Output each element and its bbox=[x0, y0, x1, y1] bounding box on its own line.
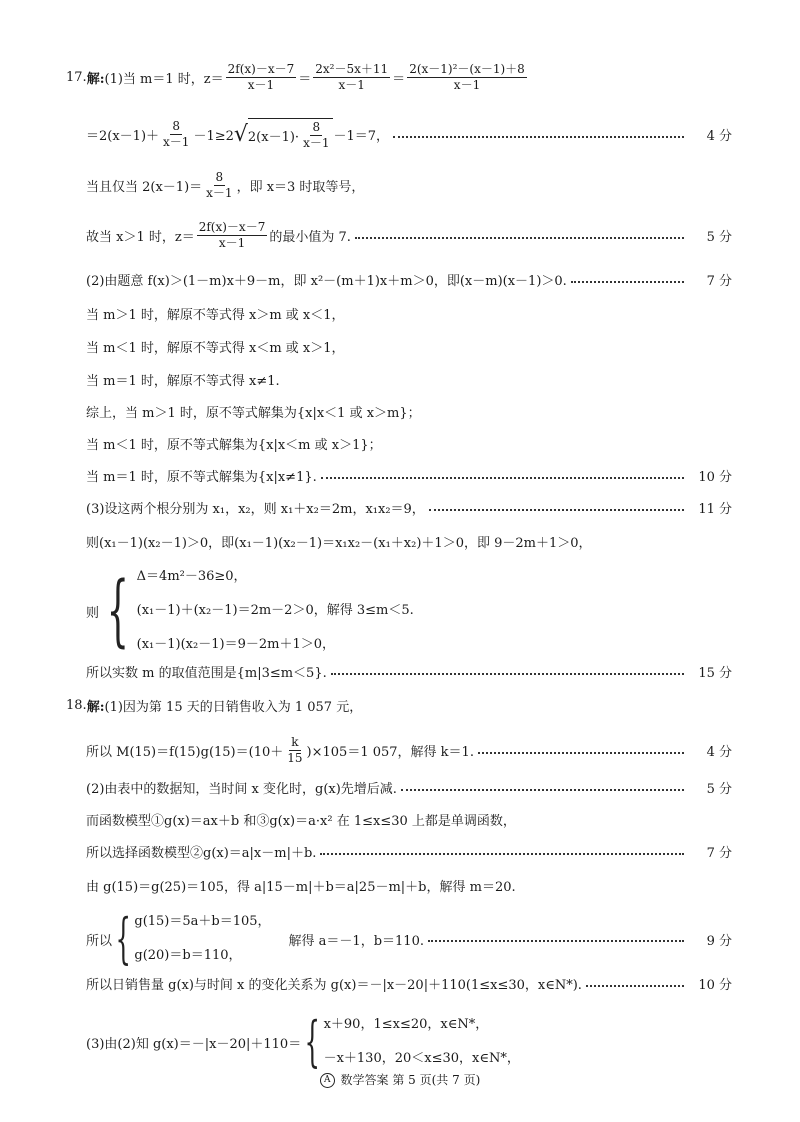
score: 9 分 bbox=[706, 933, 732, 949]
leader-dots bbox=[571, 281, 684, 283]
p17-line-8: 当 m＝1 时，解原不等式得 x≠1. bbox=[86, 374, 280, 389]
fraction: $\frac{k}{15}$ bbox=[287, 735, 303, 765]
score: 5 分 bbox=[706, 230, 732, 245]
text: (1)当 m＝1 时，z＝ bbox=[104, 72, 224, 87]
p18-line-6: 由 g(15)＝g(25)＝105，得 a|15－m|＋b＝a|25－m|＋b，解得 m＝20. bbox=[86, 880, 516, 895]
leader-dots bbox=[321, 477, 684, 479]
leader-dots bbox=[355, 237, 684, 239]
page-footer bbox=[0, 1071, 800, 1088]
p18-line-8: 所以日销售量 g(x)与时间 x 的变化关系为 g(x)＝－|x－20|＋110(1≤x≤30，x∈N*). 10 分 bbox=[86, 974, 732, 993]
leader-dots bbox=[586, 985, 684, 987]
p18-line-1: 18. 解: (1)因为第 15 天的日销售收入为 1 057 元， bbox=[66, 698, 363, 715]
p18-line-5: 所以选择函数模型②g(x)＝a|x－m|＋b. 7 分 bbox=[86, 842, 732, 861]
fraction: $\frac{8}{x-1}$ bbox=[206, 170, 233, 200]
footer-text: 数学答案 第 5 页(共 7 页) bbox=[340, 1073, 481, 1087]
left-brace: { bbox=[106, 566, 130, 656]
p17-line-12: (3)设这两个根分别为 x₁，x₂，则 x₁＋x₂＝2m，x₁x₂＝9， 11 分 bbox=[86, 498, 732, 517]
leader-dots bbox=[331, 673, 684, 675]
square-root: √ 2(x－1)· $\frac{8}{x-1}$ bbox=[234, 118, 334, 151]
score: 10 分 bbox=[698, 470, 732, 485]
problem-number: 18. bbox=[66, 698, 87, 713]
score: 11 分 bbox=[698, 502, 732, 517]
paper-version-mark: A bbox=[320, 1073, 335, 1088]
score: 4 分 bbox=[706, 745, 732, 760]
equation-system: { Δ＝4m²－36≥0， (x₁－1)＋(x₂－1)＝2m－2＞0，解得 3≤m＜5. (x₁－1)(x₂－1)＝9－2m＋1＞0， bbox=[106, 566, 414, 656]
p17-line-15: 所以实数 m 的取值范围是{m|3≤m＜5}. 15 分 bbox=[86, 662, 732, 681]
problem-number: 17. bbox=[66, 70, 87, 85]
fraction: $\frac{\text{2(x－1)²－(x－1)＋8}}{x-1}$ bbox=[409, 62, 525, 92]
p17-line-4: 故当 x＞1 时，z＝ $\frac{2f(x)-x-7}{x-1}$ 的最小值为 7. 5 分 bbox=[86, 220, 732, 250]
p18-line-3: (2)由表中的数据知，当时间 x 变化时，g(x)先增后减. 5 分 bbox=[86, 778, 732, 797]
leader-dots bbox=[401, 789, 684, 791]
solution-label: 解: bbox=[86, 72, 105, 87]
p18-line-4: 而函数模型①g(x)＝ax＋b 和③g(x)＝a·x² 在 1≤x≤30 上都是单调函数， bbox=[86, 814, 516, 829]
fraction: $\frac{8}{x-1}$ bbox=[163, 119, 190, 149]
fraction: $\frac{2f(x)-x-7}{x-1}$ bbox=[198, 220, 266, 250]
left-brace: { bbox=[115, 907, 131, 970]
p17-line-13: 则(x₁－1)(x₂－1)＞0，即(x₁－1)(x₂－1)＝x₁x₂－(x₁＋x₂)＋1＞0，即 9－2m＋1＞0， bbox=[86, 536, 592, 551]
p18-piecewise: (3)由(2)知 g(x)＝－|x－20|＋110＝ { x＋90，1≤x≤20，x∈N*， －x＋130，20＜x≤30，x∈N*， bbox=[86, 1008, 732, 1076]
p18-line-2: 所以 M(15)＝f(15)g(15)＝ (10＋ $\frac{k}{15}$ )×105＝1 057，解得 k＝1. 4 分 bbox=[86, 735, 732, 765]
p17-line-11: 当 m＝1 时，原不等式解集为{x|x≠1}. 10 分 bbox=[86, 466, 732, 485]
p17-line-5: (2)由题意 f(x)＞(1－m)x＋9－m，即 x²－(m＋1)x＋m＞0，即(x－m)(x－1)＞0. 7 分 bbox=[86, 270, 732, 289]
p17-line-2: ＝2(x－1)＋ $\frac{8}{x-1}$ －1≥2 √ 2(x－1)· $\frac{8}{x-1}$ －1＝7， 4 分 bbox=[86, 119, 732, 150]
score: 15 分 bbox=[698, 666, 732, 681]
solution-label: 解: bbox=[86, 700, 105, 715]
score: 10 分 bbox=[698, 978, 732, 993]
p17-line-6: 当 m＞1 时，解原不等式得 x＞m 或 x＜1， bbox=[86, 308, 345, 323]
leader-dots bbox=[320, 853, 684, 855]
fraction: $\frac{2f(x)-x-7}{x-1}$ bbox=[227, 62, 295, 92]
equation-system: { g(15)＝5a＋b＝105， g(20)＝b＝110， bbox=[115, 907, 271, 970]
fraction: $\frac{\text{2x²－5x＋11}}{x-1}$ bbox=[315, 62, 389, 92]
score: 7 分 bbox=[706, 274, 732, 289]
piecewise-function: { x＋90，1≤x≤20，x∈N*， －x＋130，20＜x≤30，x∈N*， bbox=[304, 1010, 520, 1073]
score: 7 分 bbox=[706, 846, 732, 861]
leader-dots bbox=[393, 136, 684, 138]
left-brace: { bbox=[304, 1010, 321, 1073]
score: 5 分 bbox=[706, 782, 732, 797]
p17-line-10: 当 m＜1 时，原不等式解集为{x|x＜m 或 x＞1}； bbox=[86, 438, 382, 453]
p17-line-7: 当 m＜1 时，解原不等式得 x＜m 或 x＞1， bbox=[86, 341, 345, 356]
p18-system: 所以 { g(15)＝5a＋b＝105， g(20)＝b＝110， 解得 a＝－1，b＝110. 9 分 bbox=[86, 905, 732, 973]
score: 4 分 bbox=[706, 129, 732, 144]
leader-dots bbox=[428, 940, 684, 942]
leader-dots bbox=[478, 752, 684, 754]
leader-dots bbox=[429, 509, 684, 511]
p17-line-9: 综上，当 m＞1 时，原不等式解集为{x|x＜1 或 x＞m}； bbox=[86, 406, 421, 421]
p17-line-3: 当且仅当 2(x－1)＝ $\frac{8}{x-1}$ ，即 x＝3 时取等号， bbox=[86, 170, 365, 200]
p17-line-1: 17. 解: (1)当 m＝1 时，z＝ $\frac{2f(x)-x-7}{x-1}$ ＝ $\frac{\text{2x²－5x＋11}}{x-1}$ ＝ $\frac{\text{2(x－1)²－(x－1)＋8}}{x-1}$ bbox=[66, 62, 525, 92]
p17-system: 则 { Δ＝4m²－36≥0， (x₁－1)＋(x₂－1)＝2m－2＞0，解得 3≤m＜5. (x₁－1)(x₂－1)＝9－2m＋1＞0， bbox=[86, 560, 732, 662]
